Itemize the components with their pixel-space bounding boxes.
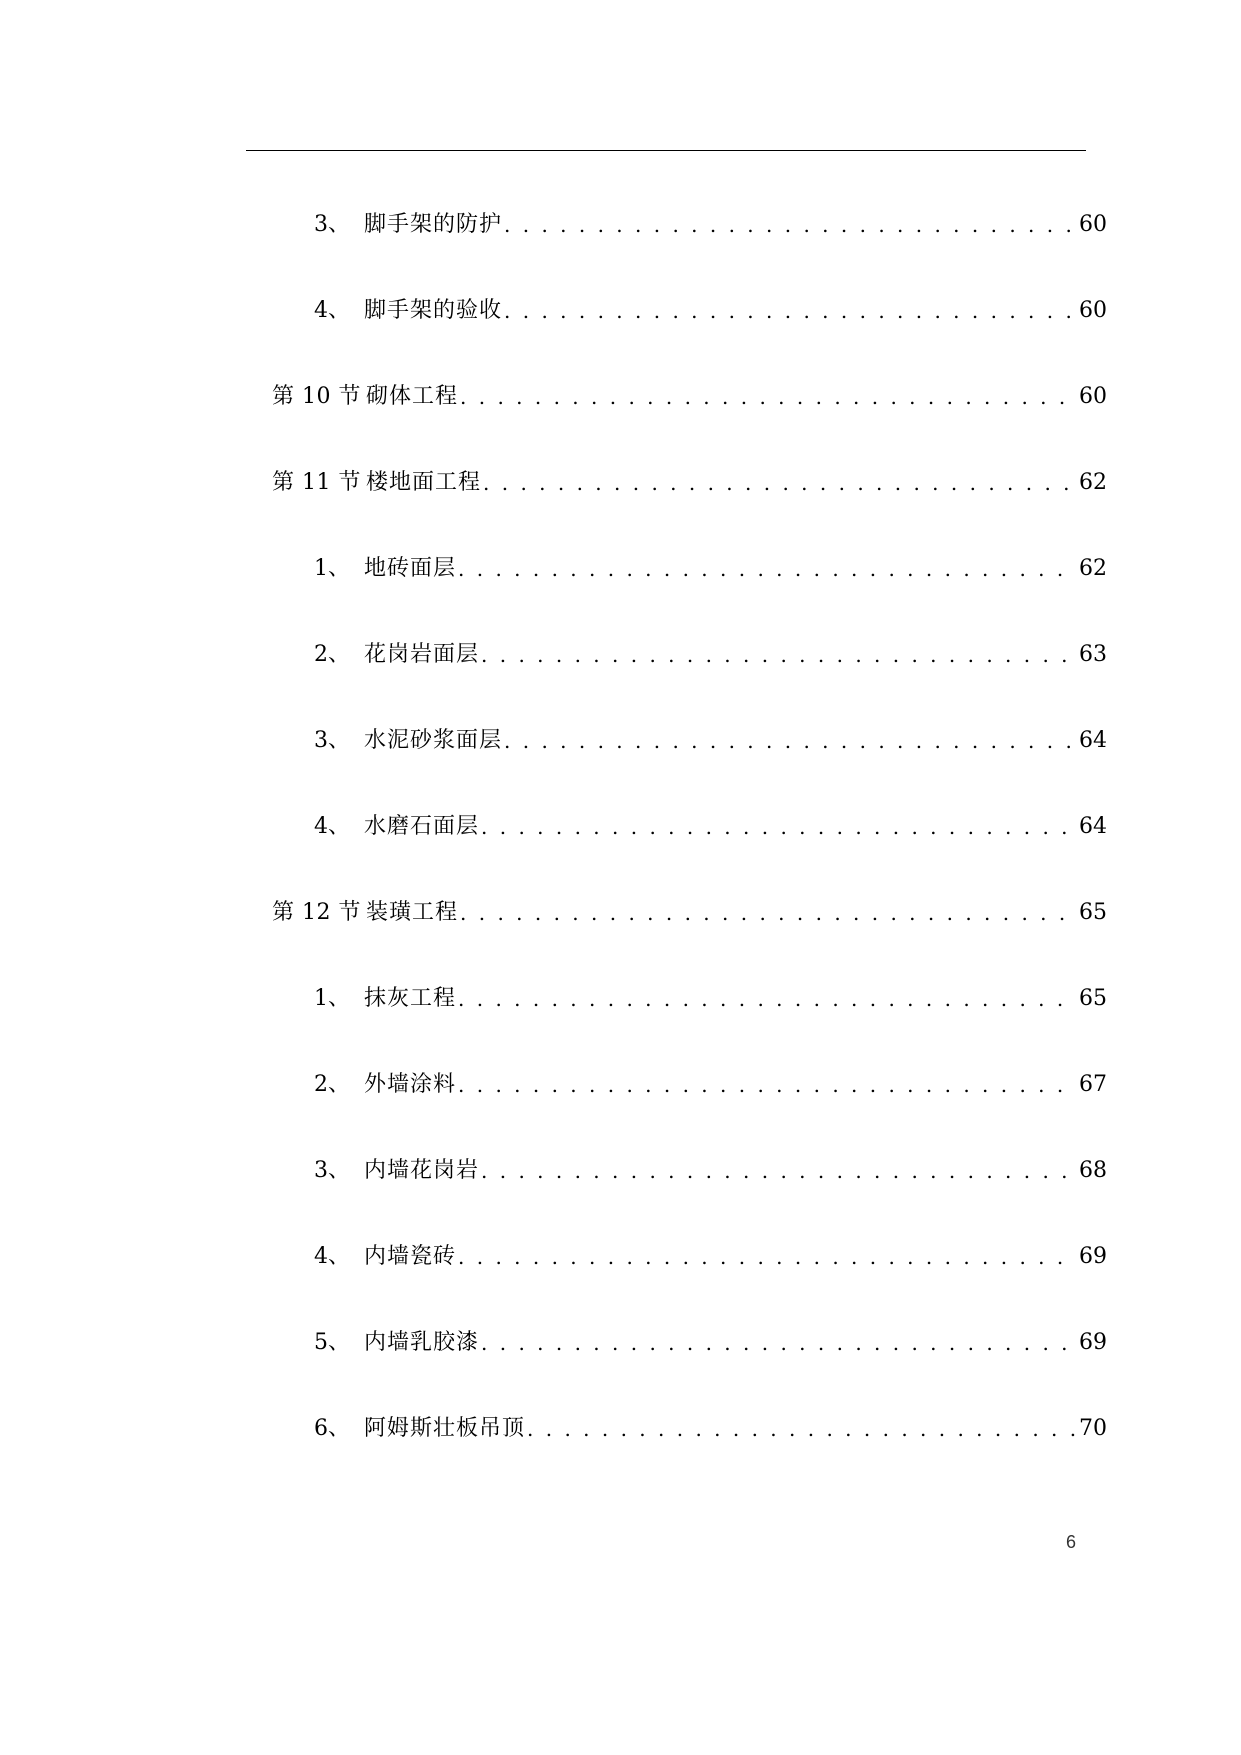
- toc-entry-number: 4、: [314, 1244, 350, 1269]
- toc-entry-page: 64: [1079, 728, 1107, 753]
- toc-entry-number: 4、: [314, 814, 350, 839]
- toc-entry[interactable]: [314, 982, 1107, 1016]
- toc-dot-leader: [504, 724, 1077, 758]
- toc-entry-page: 64: [1079, 814, 1107, 839]
- toc-entry[interactable]: [272, 896, 1107, 930]
- toc-entry-number: 1、: [314, 556, 350, 581]
- toc-entry-page: 62: [1079, 556, 1107, 581]
- toc-dot-leader: [481, 638, 1077, 672]
- toc-entry[interactable]: [314, 1326, 1107, 1360]
- toc-dot-leader: [481, 1154, 1077, 1188]
- toc-entry-number: 第 12 节: [272, 900, 361, 925]
- toc-entry[interactable]: [314, 810, 1107, 844]
- toc-dot-leader: [458, 552, 1077, 586]
- toc-entry-title: 内墙花岗岩: [364, 1158, 480, 1183]
- toc-entry[interactable]: [314, 294, 1107, 328]
- page-number: 6: [1066, 1532, 1077, 1552]
- toc-entry-title: 楼地面工程: [366, 470, 482, 495]
- toc-dot-leader: [483, 466, 1077, 500]
- toc-entry-page: 70: [1079, 1416, 1107, 1441]
- toc-dot-leader: [527, 1412, 1077, 1446]
- toc-entry-title: 地砖面层: [364, 556, 457, 581]
- toc-entry-title: 水磨石面层: [364, 814, 480, 839]
- toc-dot-leader: [481, 1326, 1077, 1360]
- toc-entry-title: 花岗岩面层: [364, 642, 480, 667]
- toc-entry-page: 65: [1079, 900, 1107, 925]
- toc-entry-number: 3、: [314, 728, 350, 753]
- toc-entry-number: 3、: [314, 212, 350, 237]
- toc-entry-title: 内墙乳胶漆: [364, 1330, 480, 1355]
- toc-entry-number: 第 11 节: [272, 470, 361, 495]
- toc-entry-page: 63: [1079, 642, 1107, 667]
- toc-entry-title: 水泥砂浆面层: [364, 728, 503, 753]
- toc-entry-page: 69: [1079, 1330, 1107, 1355]
- toc-entry-page: 65: [1079, 986, 1107, 1011]
- toc-entry-title: 内墙瓷砖: [364, 1244, 457, 1269]
- toc-dot-leader: [460, 380, 1077, 414]
- toc-entry-number: 5、: [314, 1330, 350, 1355]
- toc-dot-leader: [458, 982, 1077, 1016]
- toc-entry[interactable]: [314, 638, 1107, 672]
- toc-entry[interactable]: [314, 1412, 1107, 1446]
- toc-entry-number: 6、: [314, 1416, 350, 1441]
- toc-entry-title: 抹灰工程: [364, 986, 457, 1011]
- toc-entry-page: 60: [1079, 384, 1107, 409]
- toc-entry[interactable]: [314, 1240, 1107, 1274]
- toc-entry[interactable]: [314, 1068, 1107, 1102]
- toc-dot-leader: [504, 294, 1077, 328]
- toc-entry-page: 69: [1079, 1244, 1107, 1269]
- toc-entry-number: 2、: [314, 1072, 350, 1097]
- toc-entry-title: 外墙涂料: [364, 1072, 457, 1097]
- toc-entry-number: 3、: [314, 1158, 350, 1183]
- toc-entry-page: 60: [1079, 298, 1107, 323]
- toc-entry-page: 67: [1079, 1072, 1107, 1097]
- toc-dot-leader: [458, 1068, 1077, 1102]
- toc-entry-number: 1、: [314, 986, 350, 1011]
- toc-entry[interactable]: [314, 552, 1107, 586]
- toc-entry[interactable]: [314, 724, 1107, 758]
- toc-entry-number: 2、: [314, 642, 350, 667]
- toc-dot-leader: [458, 1240, 1077, 1274]
- toc-dot-leader: [481, 810, 1077, 844]
- toc-entry[interactable]: [272, 466, 1107, 500]
- toc-dot-leader: [504, 208, 1077, 242]
- toc-entry[interactable]: [314, 208, 1107, 242]
- toc-entry-title: 砌体工程: [366, 384, 459, 409]
- toc-entry-title: 脚手架的防护: [364, 212, 503, 237]
- toc-entry-number: 第 10 节: [272, 384, 361, 409]
- toc-entry[interactable]: [314, 1154, 1107, 1188]
- toc-entry-title: 装璜工程: [366, 900, 459, 925]
- toc-entry-page: 68: [1079, 1158, 1107, 1183]
- toc-dot-leader: [460, 896, 1077, 930]
- toc-entry[interactable]: [272, 380, 1107, 414]
- toc-entry-title: 脚手架的验收: [364, 298, 503, 323]
- toc-entry-page: 62: [1079, 470, 1107, 495]
- toc-entry-page: 60: [1079, 212, 1107, 237]
- toc-entry-title: 阿姆斯壮板吊顶: [364, 1416, 526, 1441]
- toc-entry-number: 4、: [314, 298, 350, 323]
